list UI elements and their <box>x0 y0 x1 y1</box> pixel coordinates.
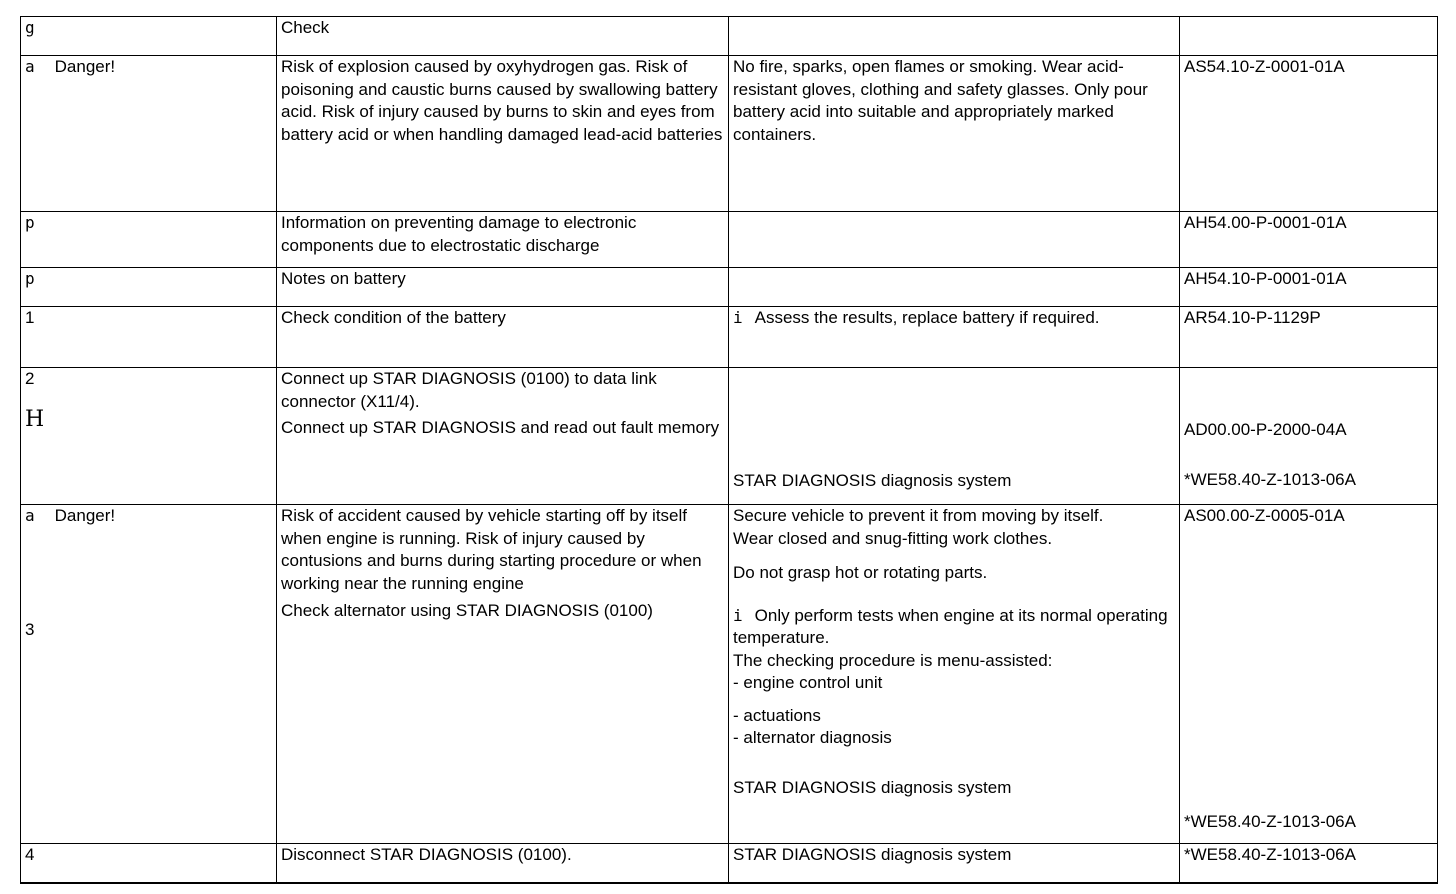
reference-cell <box>1180 307 1438 368</box>
step-text: Check <box>281 18 330 37</box>
risk-text: Risk of accident caused by vehicle starting off by itself when engine is running. Risk of injury caused by contusions and burns during starting procedure or when working near the running engine <box>281 506 702 593</box>
reference-link[interactable]: AH54.00-P-0001-01A <box>1184 213 1347 232</box>
precaution-text: Do not grasp hot or rotating parts. <box>733 563 988 582</box>
reference-cell <box>1180 268 1438 307</box>
step-text: Check condition of the battery <box>281 308 506 327</box>
step-cell <box>21 307 277 368</box>
description-cell <box>277 505 729 844</box>
table-row <box>21 56 1438 212</box>
notes-cell <box>729 844 1180 883</box>
table-row <box>21 17 1438 56</box>
info-symbol-icon: p <box>25 213 35 232</box>
warning-symbol-icon: a <box>25 506 35 525</box>
reference-link[interactable]: AH54.10-P-0001-01A <box>1184 269 1347 288</box>
notes-cell <box>729 268 1180 307</box>
precaution-text: No fire, sparks, open flames or smoking. Wear acid-resistant gloves, clothing and safety glasses. Only pour battery acid into suitable and appropriately marked containers. <box>733 57 1148 144</box>
notes-cell <box>729 212 1180 268</box>
step-cell <box>21 844 277 883</box>
table-row <box>21 368 1438 505</box>
step-cell <box>21 17 277 56</box>
danger-label: Danger! <box>54 506 116 525</box>
step-cell <box>21 212 277 268</box>
note-list-item: - alternator diagnosis <box>733 728 892 747</box>
note-list-item: - engine control unit <box>733 673 883 692</box>
step-text: Connect up STAR DIAGNOSIS (0100) to data link connector (X11/4). <box>281 369 657 411</box>
note-text: The checking procedure is menu-assisted: <box>733 650 1053 670</box>
note-text: Assess the results, replace battery if required. <box>754 308 1100 327</box>
tool-text: STAR DIAGNOSIS diagnosis system <box>733 845 1012 864</box>
reference-link[interactable]: *WE58.40-Z-1013-06A <box>1184 469 1356 489</box>
reference-cell <box>1180 17 1438 56</box>
note-text: Only perform tests when engine at its normal operating temperature. <box>733 605 1168 647</box>
tool-text: STAR DIAGNOSIS diagnosis system <box>733 471 1012 490</box>
step-number: 2 <box>25 369 35 388</box>
notes-cell <box>729 17 1180 56</box>
description-cell <box>277 368 729 505</box>
notes-cell <box>729 307 1180 368</box>
step-cell <box>21 368 277 505</box>
notes-cell <box>729 505 1180 844</box>
step-number: 1 <box>25 308 35 327</box>
table-row <box>21 268 1438 307</box>
reference-cell <box>1180 212 1438 268</box>
reference-cell <box>1180 368 1438 505</box>
step-number: 3 <box>25 619 35 639</box>
description-cell <box>277 268 729 307</box>
table-row <box>21 212 1438 268</box>
step-cell <box>21 56 277 212</box>
step-text: Information on preventing damage to electronic components due to electrostatic discharge <box>281 213 637 255</box>
description-cell <box>277 212 729 268</box>
table-row <box>21 307 1438 368</box>
warning-symbol-icon: a <box>25 57 35 76</box>
step-number: 4 <box>25 845 35 864</box>
step-text: Connect up STAR DIAGNOSIS and read out fault memory <box>281 418 720 437</box>
reference-link[interactable]: *WE58.40-Z-1013-06A <box>1184 845 1356 864</box>
check-symbol-icon: g <box>25 18 35 37</box>
description-cell <box>277 56 729 212</box>
reference-cell <box>1180 505 1438 844</box>
reference-link[interactable]: AD00.00-P-2000-04A <box>1184 420 1347 439</box>
danger-label: Danger! <box>54 57 116 76</box>
info-icon: i <box>733 605 743 625</box>
reference-link[interactable]: *WE58.40-Z-1013-06A <box>1184 811 1356 831</box>
reference-link[interactable]: AS00.00-Z-0005-01A <box>1184 506 1345 525</box>
table-row <box>21 505 1438 844</box>
step-cell <box>21 268 277 307</box>
step-text: Check alternator using STAR DIAGNOSIS (0100) <box>281 601 653 620</box>
step-text: Disconnect STAR DIAGNOSIS (0100). <box>281 845 572 864</box>
description-cell <box>277 844 729 883</box>
reference-link[interactable]: AS54.10-Z-0001-01A <box>1184 57 1345 76</box>
connect-symbol-icon: H <box>25 406 45 432</box>
description-cell <box>277 307 729 368</box>
step-text: Notes on battery <box>281 269 406 288</box>
info-symbol-icon: p <box>25 269 35 288</box>
note-list-item: - actuations <box>733 705 821 725</box>
precaution-text: Secure vehicle to prevent it from moving by itself. <box>733 506 1104 525</box>
tool-text: STAR DIAGNOSIS diagnosis system <box>733 777 1012 797</box>
step-cell <box>21 505 277 844</box>
precaution-text: Wear closed and snug-fitting work clothes. <box>733 528 1053 548</box>
notes-cell <box>729 56 1180 212</box>
reference-cell <box>1180 844 1438 883</box>
description-cell <box>277 17 729 56</box>
table-row <box>21 844 1438 883</box>
risk-text: Risk of explosion caused by oxyhydrogen gas. Risk of poisoning and caustic burns caused by swallowing battery acid. Risk of injury caused by burns to skin and eyes from battery acid or when handling damaged lead-acid batteries <box>281 57 723 144</box>
info-icon: i <box>733 308 743 327</box>
procedure-table <box>20 16 1438 884</box>
reference-link[interactable]: AR54.10-P-1129P <box>1184 308 1321 327</box>
notes-cell <box>729 368 1180 505</box>
reference-cell <box>1180 56 1438 212</box>
